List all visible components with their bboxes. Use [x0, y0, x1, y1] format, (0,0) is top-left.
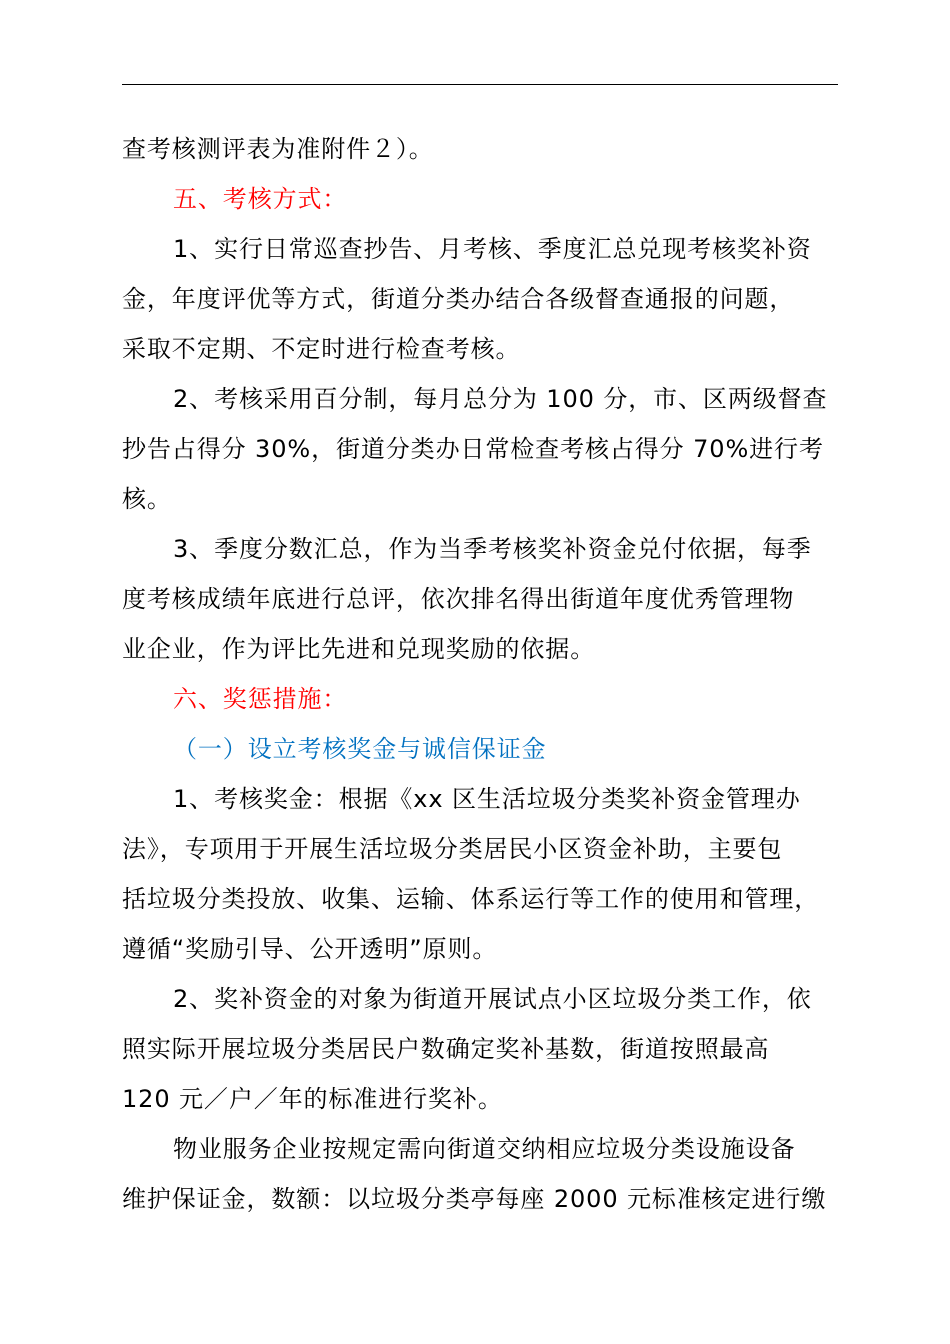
section-heading-assessment-method: 五、考核方式：: [173, 185, 348, 213]
paragraph-3-line-2: 度考核成绩年底进行总评，依次排名得出街道年度优秀管理物: [122, 585, 795, 613]
paragraph-4-line-3: 括垃圾分类投放、收集、运输、体系运行等工作的使用和管理，: [122, 885, 820, 913]
paragraph-continuation: 查考核测评表为准附件２）。: [122, 135, 434, 163]
document-body: [122, 124, 838, 1224]
paragraph-1-line-1: 1、实行日常巡查抄告、月考核、季度汇总兑现考核奖补资: [173, 235, 812, 263]
paragraph-5-line-1: 2、奖补资金的对象为街道开展试点小区垃圾分类工作，依: [173, 985, 812, 1013]
paragraph-3-line-3: 业企业，作为评比先进和兑现奖励的依据。: [122, 635, 596, 663]
paragraph-5-line-2: 照实际开展垃圾分类居民户数确定奖补基数，街道按照最高: [122, 1035, 770, 1063]
paragraph-4-line-4: 遵循“奖励引导、公开透明”原则。: [122, 935, 498, 963]
paragraph-3-line-1: 3、季度分数汇总，作为当季考核奖补资金兑付依据，每季: [173, 535, 812, 563]
paragraph-1-line-2: 金，年度评优等方式，街道分类办结合各级督查通报的问题，: [122, 285, 795, 313]
paragraph-2-line-3: 核。: [122, 485, 172, 513]
paragraph-2-line-2: 抄告占得分 30%，街道分类办日常检查考核占得分 70%进行考: [122, 435, 824, 463]
paragraph-6-line-1: 物业服务企业按规定需向街道交纳相应垃圾分类设施设备: [173, 1135, 796, 1163]
paragraph-1-line-3: 采取不定期、不定时进行检查考核。: [122, 335, 521, 363]
section-heading-rewards-penalties: 六、奖惩措施：: [173, 685, 348, 713]
paragraph-4-line-2: 法》，专项用于开展生活垃圾分类居民小区资金补助，主要包: [122, 835, 783, 863]
paragraph-6-line-2: 维护保证金，数额：以垃圾分类亭每座 2000 元标准核定进行缴: [122, 1185, 827, 1213]
header-rule: [122, 84, 838, 85]
subsection-heading-bonus-deposit: （一）设立考核奖金与诚信保证金: [173, 735, 547, 763]
paragraph-5-line-3: 120 元／户／年的标准进行奖补。: [122, 1085, 503, 1113]
paragraph-2-line-1: 2、考核采用百分制，每月总分为 100 分，市、区两级督查: [173, 385, 828, 413]
paragraph-4-line-1: 1、考核奖金：根据《xx 区生活垃圾分类奖补资金管理办: [173, 785, 801, 813]
